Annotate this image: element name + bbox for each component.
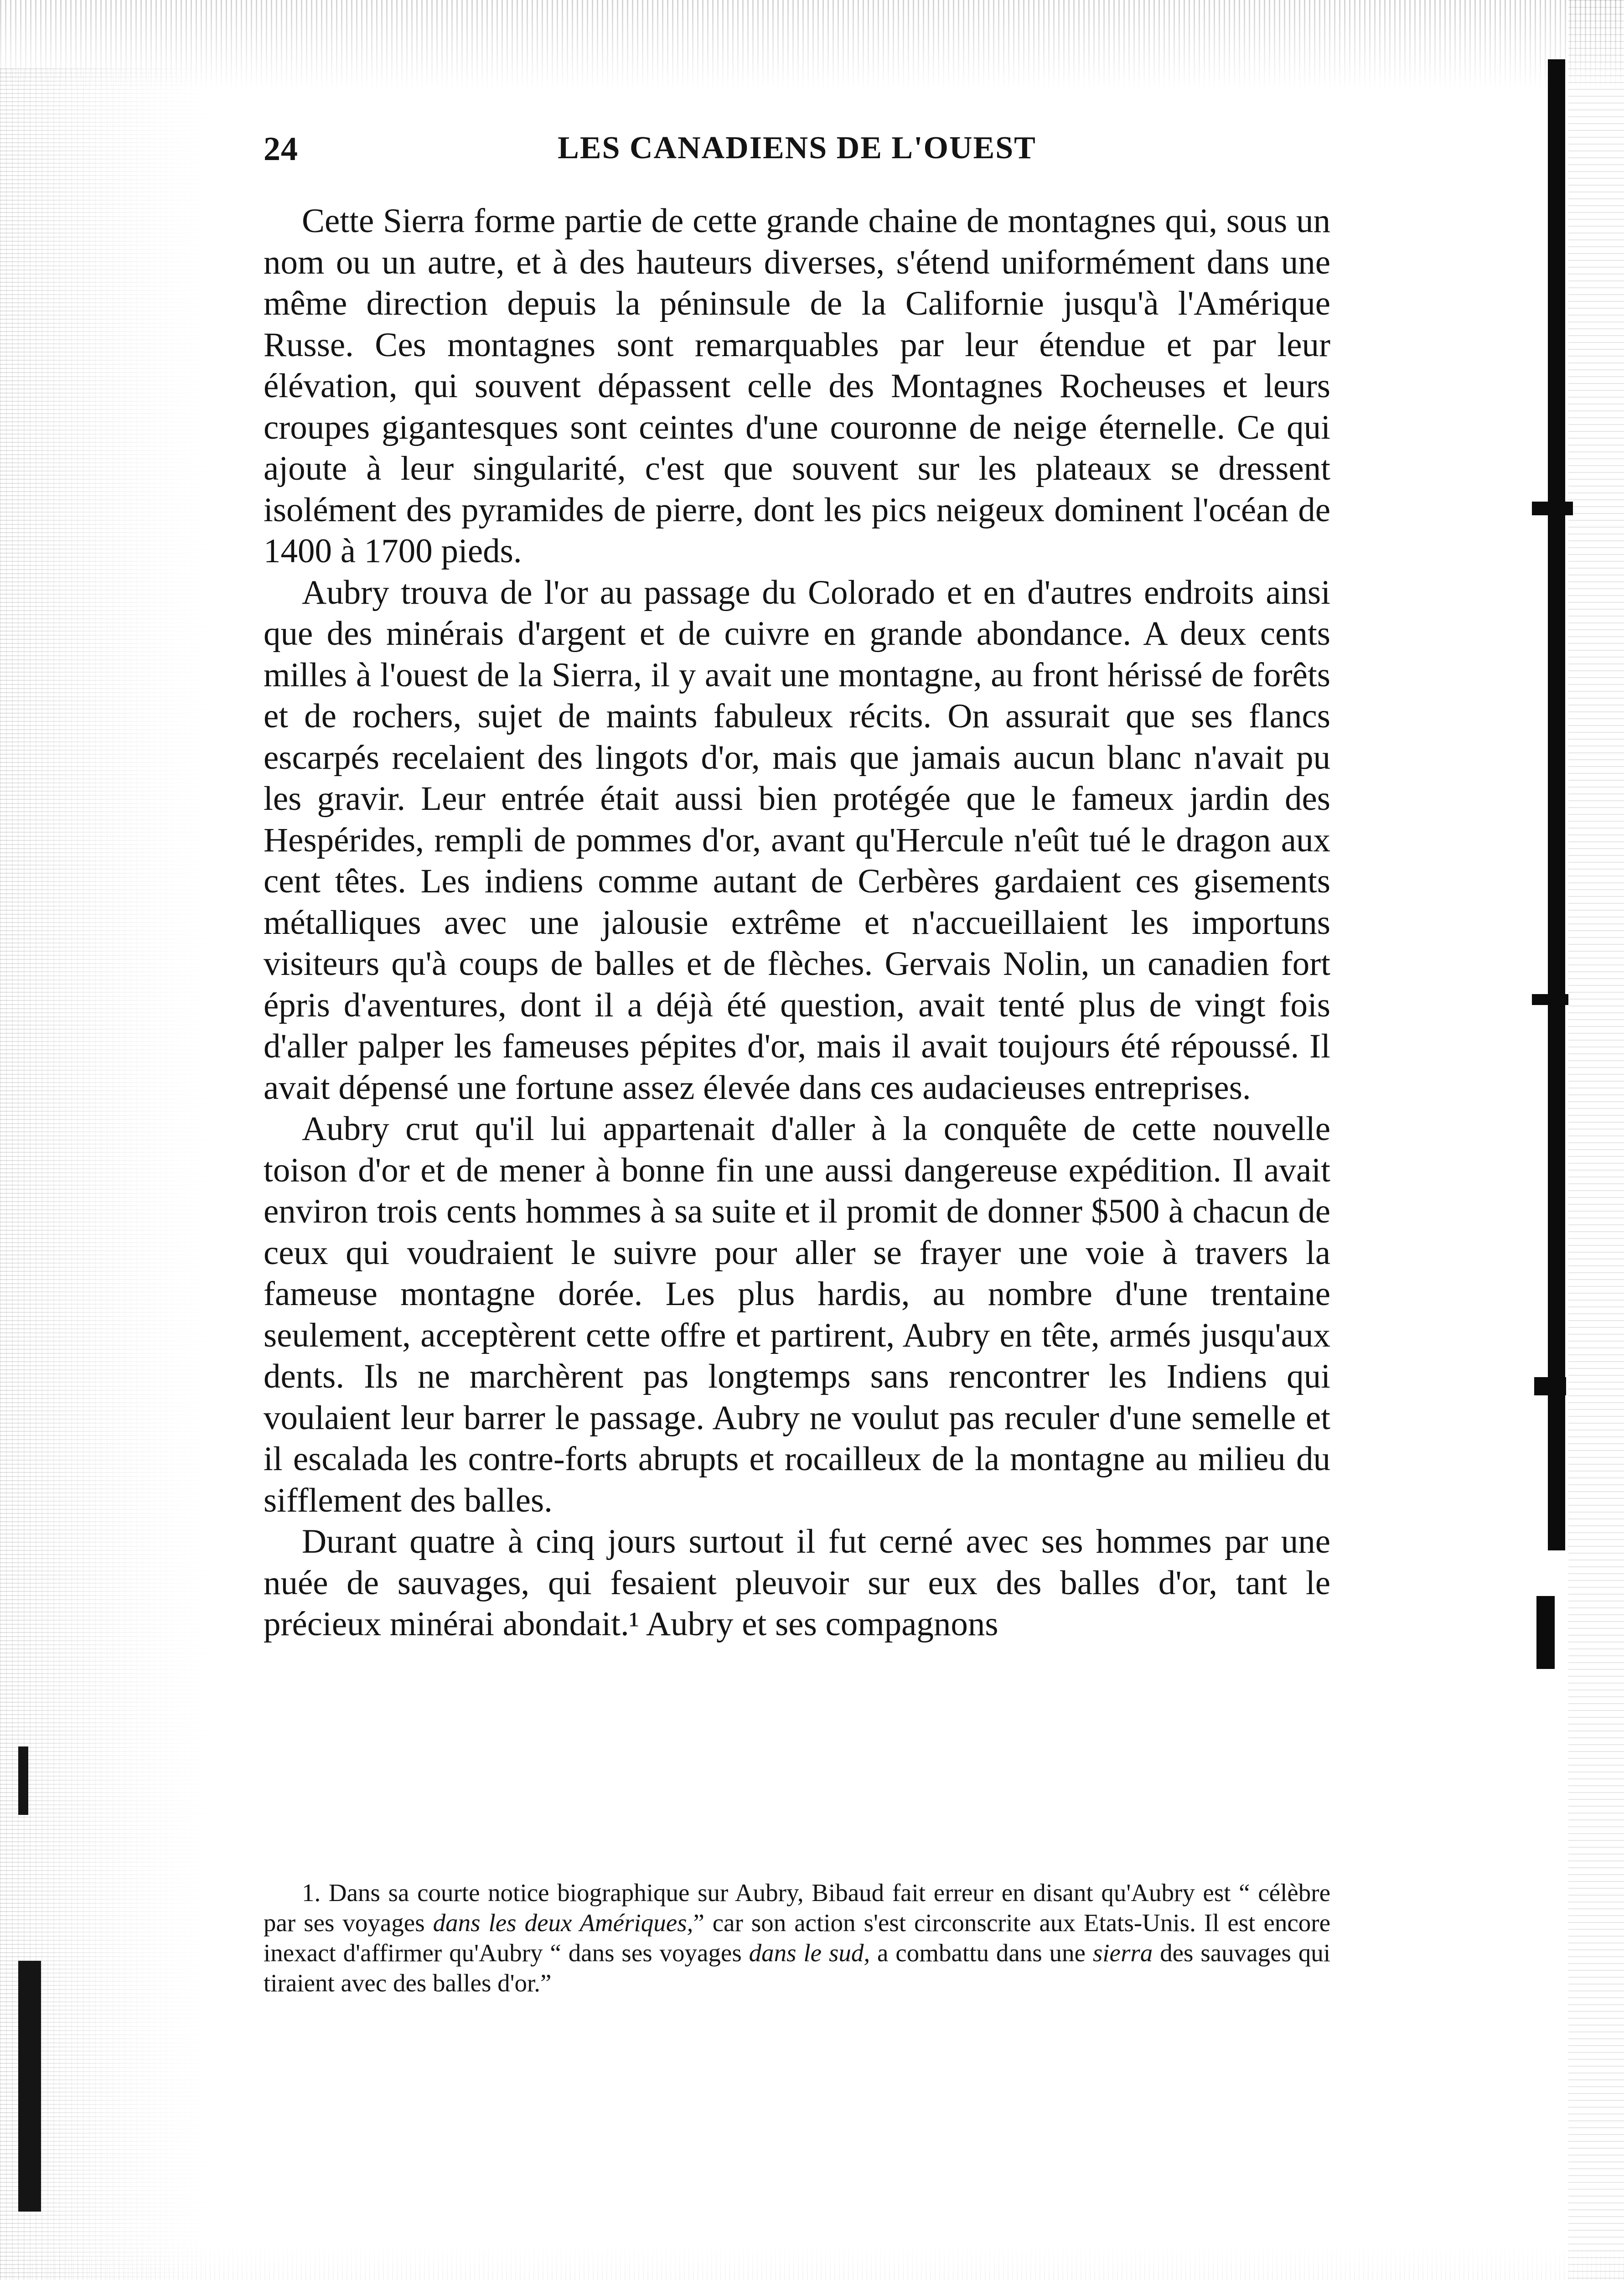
footnote-text: ” car son action s'est circonscrite aux Etats-Unis. Il est encore inexact d'affirmer qu'Aubry “ dans ses voyages [264,1909,1330,1967]
scan-noise-left [0,68,214,2280]
scan-noise-top [0,0,1624,91]
paragraph: Aubry trouva de l'or au passage du Colorado et en d'autres endroits ainsi que des minérais d'argent et de cuivre en grande abondance. A deux cents milles à l'ouest de la Sierra, il y avait une montagne, au front hérissé de forêts et de rochers, sujet de maints fabuleux récits. On assurait que ses flancs escarpés recelaient des lingots d'or, mais que jamais aucun blanc n'avait pu les gravir. Leur entrée était aussi bien protégée que le fameux jardin des Hespérides, rempli de pommes d'or, avant qu'Hercule n'eût tué le dragon aux cent têtes. Les indiens comme autant de Cerbères gardaient ces gisements métalliques avec une jalousie extrême et n'accueillaient les importuns visiteurs qu'à coups de balles et de flèches. Gervais Nolin, un canadien fort épris d'aventures, dont il a déjà été question, avait tenté plus de vingt fois d'aller palper les fameuses pépites d'or, mais il avait toujours été répoussé. Il avait dépensé une fortune assez élevée dans ces audacieuses entreprises. [264,573,1330,1107]
paragraph: Durant quatre à cinq jours surtout il fut cerné avec ses hommes par une nuée de sauvages, qui fesaient pleuvoir sur eux des balles d'or, tant le précieux minérai abondait.¹ Aubry et ses compagnons [264,1523,1330,1643]
body-text [264,201,1330,1645]
running-title: LES CANADIENS DE L'OUEST [558,130,1036,166]
scan-noise-bottom [0,2242,1624,2280]
binding-shadow-bar [1548,59,1565,1550]
footnote-text: des sauvages qui tiraient avec des balles d'or.” [264,1939,1331,1997]
page-number: 24 [264,130,298,168]
binding-mark [1532,502,1573,515]
binding-mark [1534,1377,1566,1395]
footnote-paragraph [264,1878,1330,1998]
paragraph: Aubry crut qu'il lui appartenait d'aller à la conquête de cette nouvelle toison d'or et de mener à bonne fin une aussi dangereuse expédition. Il avait environ trois cents hommes à sa suite et il promit de donner $500 à chacun de ceux qui voudraient le suivre pour aller se frayer une voie à travers la fameuse montagne dorée. Les plus hardis, au nombre d'une trentaine seulement, acceptèrent cette offre et partirent, Aubry en tête, armés jusqu'aux dents. Ils ne marchèrent pas longtemps sans rencontrer les Indiens qui voulaient leur barrer le passage. Aubry ne voulut pas reculer d'une semelle et il escalada les contre-forts abrupts et rocailleux de la montagne au milieu du sifflement des balles. [264,1110,1330,1519]
binding-mark [1536,1596,1555,1669]
scan-noise-right [1568,0,1624,2280]
page-header [264,130,1330,180]
scan-edge-mark [18,1746,28,1815]
footnote-italic: dans le sud, [749,1939,870,1967]
footnote-italic: sierra [1092,1939,1153,1967]
paragraph: Cette Sierra forme partie de cette grande chaine de montagnes qui, sous un nom ou un autre, et à des hauteurs diverses, s'étend uniformément dans une même direction depuis la péninsule de la Californie jusqu'à l'Amérique Russe. Ces montagnes sont remarquables par leur étendue et par leur élévation, qui souvent dépassent celle des Montagnes Rocheuses et leurs croupes gigantesques sont ceintes d'une couronne de neige éternelle. Ce qui ajoute à leur singularité, c'est que souvent sur les plateaux se dressent isolément des pyramides de pierre, dont les pics neigeux dominent l'océan de 1400 à 1700 pieds. [264,202,1330,570]
footnote-italic: dans les deux Amériques, [433,1909,693,1937]
binding-mark [1532,994,1568,1005]
scan-edge-mark [18,1961,41,2212]
footnote [264,1878,1330,1998]
footnote-text: 1. Dans sa courte notice biographique sur Aubry, Bibaud fait erreur en disant qu'Aubry est “ célèbre par ses voyages [264,1879,1330,1937]
footnote-text: a combattu dans une [870,1939,1093,1967]
